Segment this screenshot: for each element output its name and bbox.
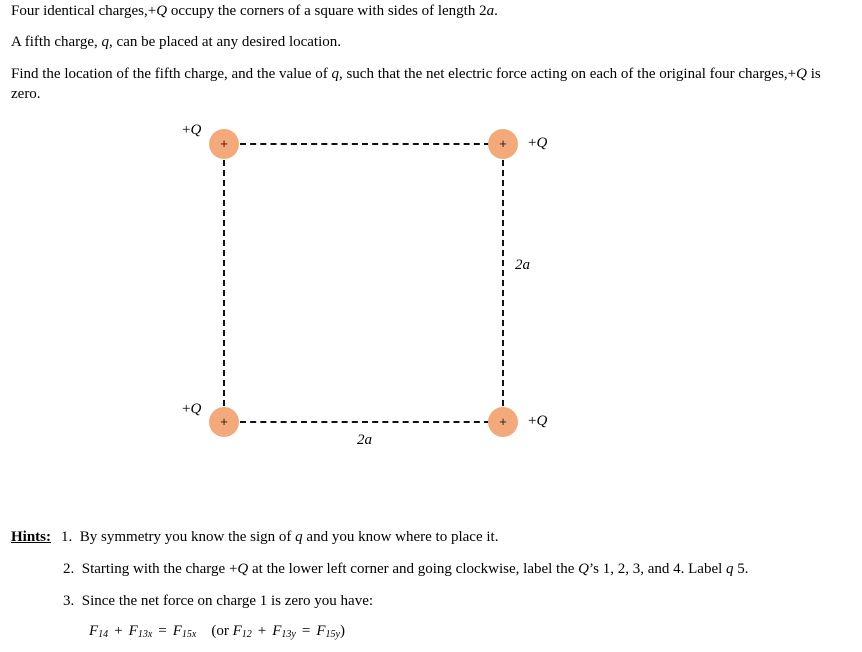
problem-text: Four identical charges,+ <box>11 3 157 19</box>
label-var: Q <box>190 122 202 138</box>
hint-number: 3. <box>63 593 75 609</box>
eq-sub: 12 <box>241 629 252 640</box>
label-var: Q <box>536 135 548 151</box>
charge-top-left: + <box>209 129 239 159</box>
hint-text: ’s 1, 2, 3, and 4. Label <box>588 561 727 577</box>
eq-F: F <box>89 623 99 639</box>
label-bottom-left <box>182 401 201 418</box>
charge-top-right: + <box>488 129 518 159</box>
problem-text: . <box>494 3 498 19</box>
problem-text: A fifth charge, <box>11 34 102 50</box>
label-prefix: + <box>528 135 537 151</box>
hint-3 <box>63 591 373 611</box>
eq-F: F <box>128 623 138 639</box>
hint-text: at the lower left corner and going clockwise, label the <box>248 561 579 577</box>
problem-text: is zero. <box>11 66 821 102</box>
hint-number: 2. <box>63 561 75 577</box>
hint-text: Since the net force on charge 1 is zero you have: <box>81 593 374 609</box>
charge-bottom-right: + <box>488 407 518 437</box>
problem-text: occupy the corners of a square with sides of length 2 <box>167 3 487 19</box>
hint-text: By symmetry you know the sign of <box>79 529 296 545</box>
eq-sub: 13x <box>137 629 153 640</box>
left-side-dashed <box>223 160 225 406</box>
label-var: Q <box>190 401 202 417</box>
label-bottom-right <box>528 413 547 430</box>
bottom-length-label: 2a <box>357 432 372 448</box>
hint-text: 5. <box>733 561 749 577</box>
label-prefix: + <box>528 413 537 429</box>
var-Q: Q <box>237 561 249 577</box>
force-equation <box>89 623 345 640</box>
eq-sub: 14 <box>98 629 109 640</box>
eq-paren: ) <box>339 623 345 639</box>
label-prefix: + <box>182 122 191 138</box>
eq-op: = <box>301 623 311 639</box>
top-side-dashed <box>240 143 490 145</box>
right-side-dashed <box>502 160 504 406</box>
var-a: a <box>486 3 495 19</box>
eq-paren: (or <box>211 623 233 639</box>
var-Q: Q <box>156 3 168 19</box>
label-var: Q <box>536 413 548 429</box>
var-Q: Q <box>578 561 589 577</box>
eq-sub: 15x <box>181 629 197 640</box>
bottom-side-dashed <box>240 421 490 423</box>
var-Q: Q <box>796 66 807 82</box>
eq-F: F <box>232 623 242 639</box>
eq-op: = <box>158 623 167 639</box>
hint-1 <box>11 527 498 547</box>
problem-text: , can be placed at any desired location. <box>109 34 342 50</box>
eq-sub: 15y <box>325 629 340 640</box>
hint-text: Starting with the charge + <box>81 561 238 577</box>
problem-text: Find the location of the fifth charge, and the value of <box>11 66 332 82</box>
label-top-left <box>182 122 201 139</box>
label-prefix: + <box>182 401 191 417</box>
eq-sub: 13y <box>281 629 296 640</box>
eq-F: F <box>272 623 282 639</box>
eq-op: + <box>257 623 267 639</box>
eq-F: F <box>172 623 182 639</box>
side-length-label: 2a <box>515 257 530 273</box>
label-top-right <box>528 135 547 152</box>
problem-text: , such that the net electric force acting on each of the original four charges,+ <box>338 66 797 82</box>
hint-number: 1. <box>61 529 73 545</box>
var-q: q <box>101 34 110 50</box>
var-q: q <box>331 66 339 82</box>
hint-2 <box>63 559 749 579</box>
hints-heading: Hints: <box>11 529 52 545</box>
var-q: q <box>295 529 303 545</box>
var-q: q <box>726 561 734 577</box>
eq-op: + <box>114 623 123 639</box>
charge-bottom-left: + <box>209 407 239 437</box>
hint-text: and you know where to place it. <box>302 529 499 545</box>
eq-F: F <box>316 623 326 639</box>
